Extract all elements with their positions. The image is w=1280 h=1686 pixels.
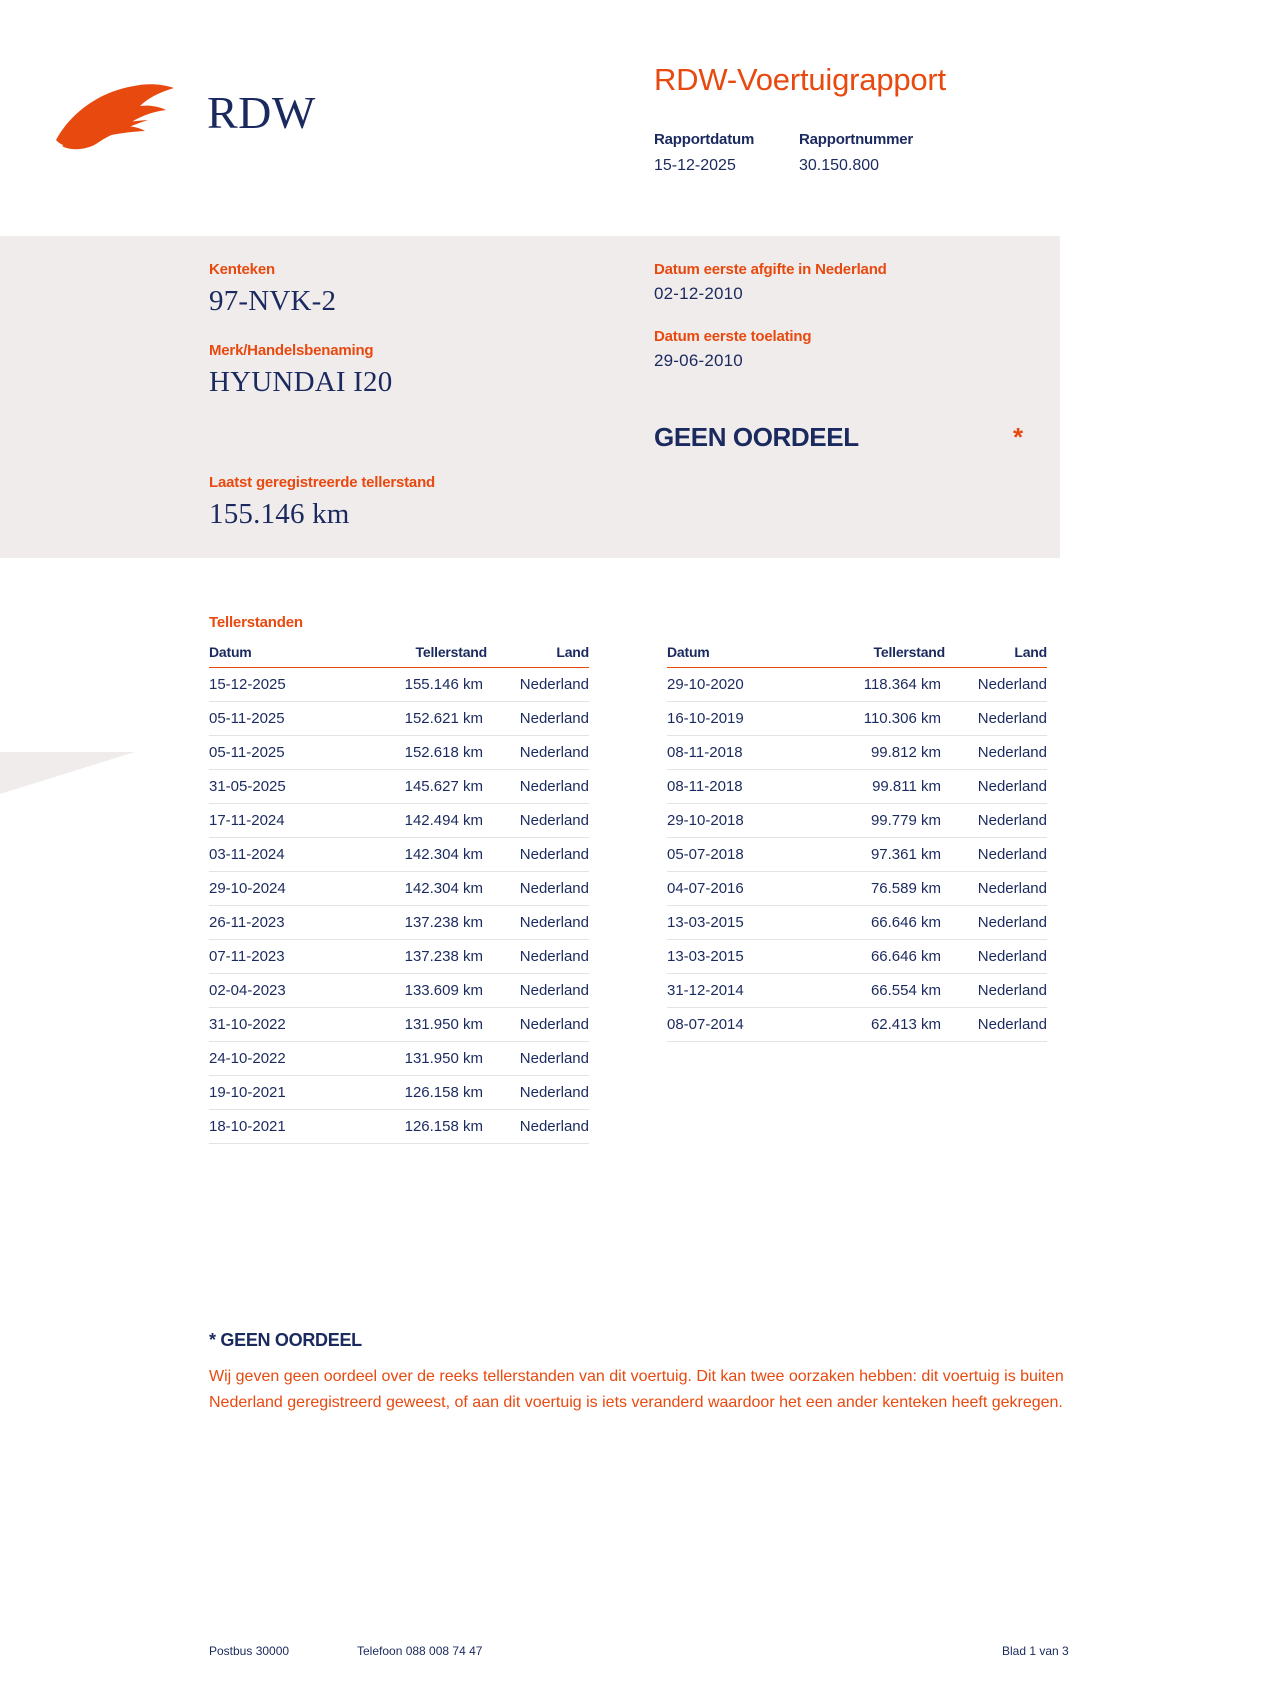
col-header-date: Datum bbox=[667, 644, 817, 668]
table-row bbox=[209, 1076, 589, 1110]
cell-country: Nederland bbox=[487, 668, 589, 702]
readings-table-left bbox=[209, 644, 589, 1144]
table-row bbox=[209, 668, 589, 702]
cell-date: 24-10-2022 bbox=[209, 1042, 359, 1076]
cell-country: Nederland bbox=[945, 838, 1047, 872]
vehicle-summary-panel bbox=[0, 236, 1060, 558]
cell-reading: 62.413 km bbox=[817, 1008, 945, 1042]
col-header-reading: Tellerstand bbox=[817, 644, 945, 668]
document-header bbox=[0, 0, 1280, 236]
cell-reading: 110.306 km bbox=[817, 702, 945, 736]
footnote-title-text: GEEN OORDEEL bbox=[220, 1330, 362, 1350]
footnote-title bbox=[209, 1330, 1071, 1351]
merk-label: Merk/Handelsbenaming bbox=[209, 342, 374, 359]
report-date-block bbox=[654, 131, 769, 175]
cell-reading: 66.646 km bbox=[817, 940, 945, 974]
first-admission-field bbox=[654, 328, 887, 371]
table-row bbox=[667, 668, 1047, 702]
kenteken-label: Kenteken bbox=[209, 261, 275, 278]
table-row bbox=[667, 906, 1047, 940]
table-row bbox=[209, 1042, 589, 1076]
col-header-reading: Tellerstand bbox=[359, 644, 487, 668]
cell-country: Nederland bbox=[487, 804, 589, 838]
cell-date: 29-10-2020 bbox=[667, 668, 817, 702]
cell-reading: 152.618 km bbox=[359, 736, 487, 770]
cell-date: 18-10-2021 bbox=[209, 1110, 359, 1144]
merk-field bbox=[209, 342, 392, 399]
cell-country: Nederland bbox=[487, 1110, 589, 1144]
cell-date: 07-11-2023 bbox=[209, 940, 359, 974]
report-number-label: Rapportnummer bbox=[799, 131, 914, 148]
cell-country: Nederland bbox=[487, 1042, 589, 1076]
last-reading-field bbox=[209, 474, 435, 531]
report-number-value: 30.150.800 bbox=[799, 157, 880, 174]
cell-date: 05-07-2018 bbox=[667, 838, 817, 872]
logo-wordmark: RDW bbox=[207, 87, 316, 138]
footer-address: Postbus 30000 bbox=[209, 1644, 290, 1658]
table-row bbox=[667, 770, 1047, 804]
table-row bbox=[667, 940, 1047, 974]
merk-value: HYUNDAI I20 bbox=[209, 366, 393, 398]
cell-date: 29-10-2018 bbox=[667, 804, 817, 838]
table-row bbox=[209, 1008, 589, 1042]
cell-country: Nederland bbox=[945, 872, 1047, 906]
report-meta bbox=[654, 131, 913, 175]
cell-date: 08-07-2014 bbox=[667, 1008, 817, 1042]
cell-country: Nederland bbox=[945, 804, 1047, 838]
cell-reading: 131.950 km bbox=[359, 1042, 487, 1076]
cell-reading: 118.364 km bbox=[817, 668, 945, 702]
cell-date: 05-11-2025 bbox=[209, 702, 359, 736]
page-title: RDW-Voertuigrapport bbox=[654, 62, 946, 97]
readings-left-body bbox=[209, 668, 589, 1144]
cell-country: Nederland bbox=[487, 770, 589, 804]
cell-reading: 142.494 km bbox=[359, 804, 487, 838]
table-header-row bbox=[667, 644, 1047, 668]
table-row bbox=[667, 804, 1047, 838]
report-date-value: 15-12-2025 bbox=[654, 157, 736, 174]
kenteken-field bbox=[209, 261, 392, 318]
table-row bbox=[209, 702, 589, 736]
cell-country: Nederland bbox=[487, 974, 589, 1008]
table-header-row bbox=[209, 644, 589, 668]
table-row bbox=[209, 1110, 589, 1144]
cell-date: 17-11-2024 bbox=[209, 804, 359, 838]
cell-reading: 99.812 km bbox=[817, 736, 945, 770]
first-issue-nl-label: Datum eerste afgifte in Nederland bbox=[654, 261, 887, 278]
cell-reading: 97.361 km bbox=[817, 838, 945, 872]
cell-date: 05-11-2025 bbox=[209, 736, 359, 770]
rdw-swoosh-logo-icon bbox=[52, 62, 182, 152]
readings-right-body bbox=[667, 668, 1047, 1042]
cell-date: 04-07-2016 bbox=[667, 872, 817, 906]
cell-reading: 137.238 km bbox=[359, 906, 487, 940]
cell-date: 03-11-2024 bbox=[209, 838, 359, 872]
col-header-country: Land bbox=[945, 644, 1047, 668]
readings-heading: Tellerstanden bbox=[209, 614, 303, 631]
cell-country: Nederland bbox=[487, 1076, 589, 1110]
cell-country: Nederland bbox=[945, 906, 1047, 940]
table-row bbox=[209, 940, 589, 974]
cell-date: 31-12-2014 bbox=[667, 974, 817, 1008]
first-admission-label: Datum eerste toelating bbox=[654, 328, 812, 345]
cell-date: 08-11-2018 bbox=[667, 736, 817, 770]
cell-date: 31-10-2022 bbox=[209, 1008, 359, 1042]
cell-date: 19-10-2021 bbox=[209, 1076, 359, 1110]
first-admission-value: 29-06-2010 bbox=[654, 351, 743, 370]
cell-reading: 152.621 km bbox=[359, 702, 487, 736]
footnote-block bbox=[209, 1330, 1071, 1416]
cell-reading: 99.811 km bbox=[817, 770, 945, 804]
cell-date: 26-11-2023 bbox=[209, 906, 359, 940]
cell-date: 13-03-2015 bbox=[667, 906, 817, 940]
cell-country: Nederland bbox=[945, 974, 1047, 1008]
cell-country: Nederland bbox=[945, 1008, 1047, 1042]
cell-reading: 126.158 km bbox=[359, 1076, 487, 1110]
cell-country: Nederland bbox=[487, 702, 589, 736]
footnote-star: * bbox=[209, 1330, 216, 1350]
table-row bbox=[209, 872, 589, 906]
table-row bbox=[209, 906, 589, 940]
table-row bbox=[667, 702, 1047, 736]
table-row bbox=[667, 974, 1047, 1008]
table-row bbox=[209, 838, 589, 872]
table-row bbox=[209, 974, 589, 1008]
first-issue-nl-field bbox=[654, 261, 887, 304]
report-date-label: Rapportdatum bbox=[654, 131, 755, 148]
cell-reading: 137.238 km bbox=[359, 940, 487, 974]
col-header-date: Datum bbox=[209, 644, 359, 668]
cell-reading: 66.646 km bbox=[817, 906, 945, 940]
table-row bbox=[667, 1008, 1047, 1042]
cell-country: Nederland bbox=[487, 940, 589, 974]
panel-notch-shape bbox=[0, 752, 135, 794]
readings-table-right bbox=[667, 644, 1047, 1042]
last-reading-label: Laatst geregistreerde tellerstand bbox=[209, 474, 435, 491]
registration-dates-group bbox=[654, 261, 887, 371]
cell-country: Nederland bbox=[487, 1008, 589, 1042]
cell-country: Nederland bbox=[945, 770, 1047, 804]
footnote-body: Wij geven geen oordeel over de reeks tellerstanden van dit voertuig. Dit kan twee oorzaken hebben: dit voertuig is buiten Nederland geregistreerd geweest, of aan dit voertuig is iets veranderd waardoor het een ander kenteken heeft gekregen. bbox=[209, 1368, 1064, 1411]
cell-country: Nederland bbox=[487, 838, 589, 872]
table-row bbox=[209, 770, 589, 804]
cell-country: Nederland bbox=[487, 906, 589, 940]
table-row bbox=[209, 804, 589, 838]
table-row bbox=[667, 838, 1047, 872]
cell-date: 16-10-2019 bbox=[667, 702, 817, 736]
cell-country: Nederland bbox=[945, 736, 1047, 770]
cell-reading: 126.158 km bbox=[359, 1110, 487, 1144]
vehicle-identity-group bbox=[209, 261, 392, 399]
cell-reading: 133.609 km bbox=[359, 974, 487, 1008]
footer-phone: Telefoon 088 008 74 47 bbox=[357, 1644, 483, 1658]
cell-country: Nederland bbox=[487, 872, 589, 906]
cell-reading: 142.304 km bbox=[359, 838, 487, 872]
kenteken-value: 97-NVK-2 bbox=[209, 285, 337, 317]
cell-country: Nederland bbox=[487, 736, 589, 770]
cell-reading: 155.146 km bbox=[359, 668, 487, 702]
footer-page-number: Blad 1 van 3 bbox=[1002, 1644, 1069, 1658]
cell-date: 13-03-2015 bbox=[667, 940, 817, 974]
cell-date: 15-12-2025 bbox=[209, 668, 359, 702]
verdict-footnote-marker: * bbox=[1013, 422, 1024, 452]
report-number-block bbox=[799, 131, 913, 175]
col-header-country: Land bbox=[487, 644, 589, 668]
table-row bbox=[667, 736, 1047, 770]
cell-reading: 131.950 km bbox=[359, 1008, 487, 1042]
cell-reading: 76.589 km bbox=[817, 872, 945, 906]
cell-reading: 99.779 km bbox=[817, 804, 945, 838]
cell-date: 02-04-2023 bbox=[209, 974, 359, 1008]
first-issue-nl-value: 02-12-2010 bbox=[654, 284, 743, 303]
cell-date: 31-05-2025 bbox=[209, 770, 359, 804]
cell-reading: 66.554 km bbox=[817, 974, 945, 1008]
table-row bbox=[209, 736, 589, 770]
cell-country: Nederland bbox=[945, 668, 1047, 702]
cell-reading: 145.627 km bbox=[359, 770, 487, 804]
last-reading-value: 155.146 km bbox=[209, 498, 350, 530]
cell-country: Nederland bbox=[945, 940, 1047, 974]
rdw-logo bbox=[52, 40, 342, 150]
cell-date: 29-10-2024 bbox=[209, 872, 359, 906]
table-row bbox=[667, 872, 1047, 906]
verdict-badge: GEEN OORDEEL bbox=[654, 422, 859, 452]
cell-date: 08-11-2018 bbox=[667, 770, 817, 804]
cell-reading: 142.304 km bbox=[359, 872, 487, 906]
cell-country: Nederland bbox=[945, 702, 1047, 736]
